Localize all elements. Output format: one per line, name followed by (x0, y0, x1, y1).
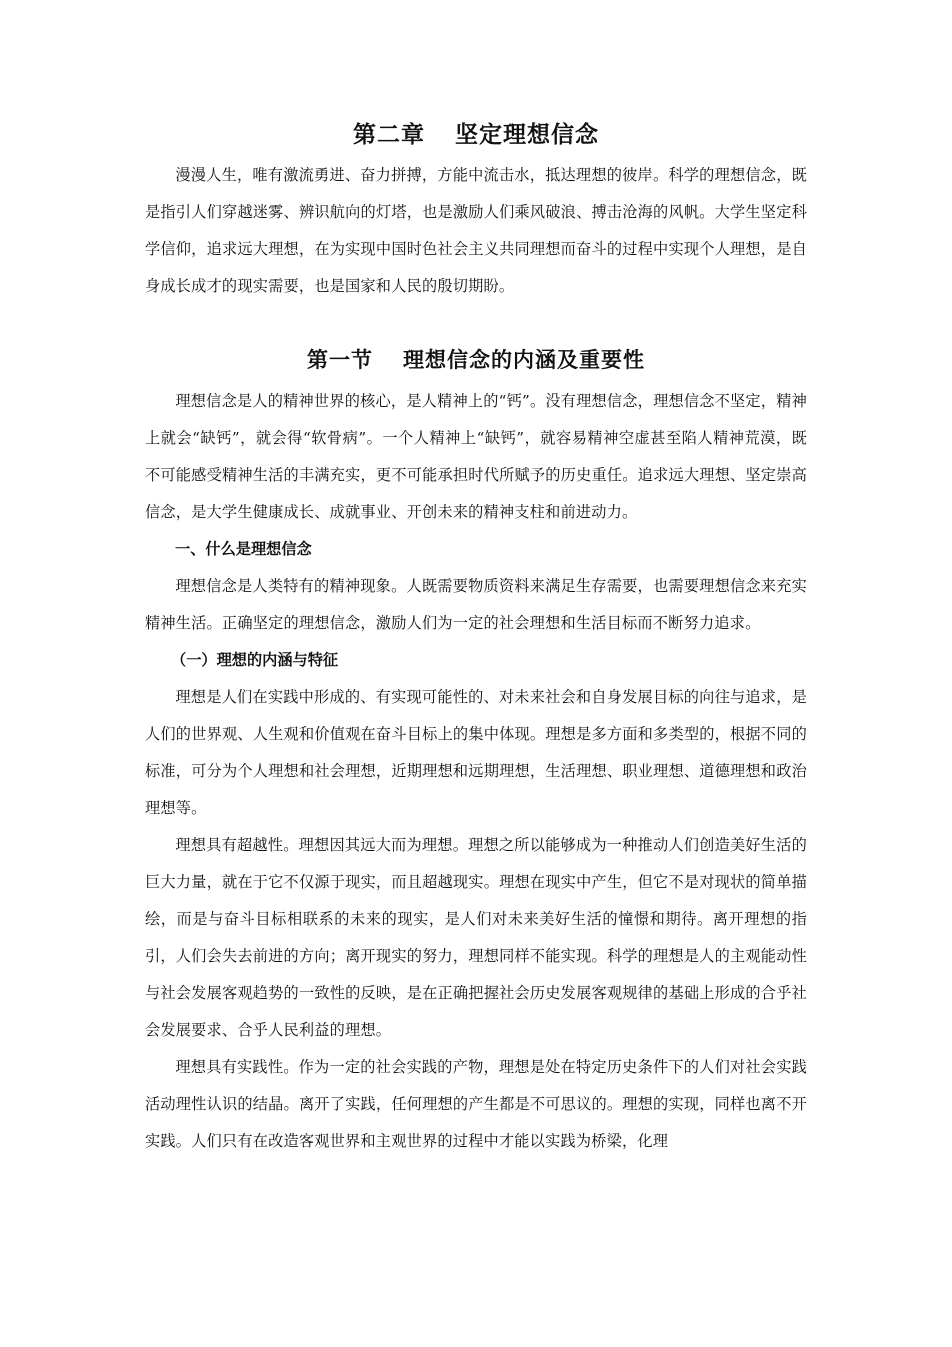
section-title (145, 345, 807, 375)
subsection-1-paragraph: 理想信念是人类特有的精神现象。人既需要物质资料来满足生存需要，也需要理想信念来充实精神生活。正确坚定的理想信念，激励人们为一定的社会理想和生活目标而不断努力追求。 (145, 577, 807, 632)
ideal-practice-paragraph: 理想具有实践性。作为一定的社会实践的产物，理想是处在特定历史条件下的人们对社会实践活动理性认识的结晶。离开了实践，任何理想的产生都是不可思议的。理想的实现，同样也离不开实践。人们只有在改造客观世界和主观世界的过程中才能以实践为桥梁，化理 (145, 1058, 807, 1150)
section-intro-paragraph: 理想信念是人的精神世界的核心，是人精神上的“钙”。没有理想信念，理想信念不坚定，精神上就会“缺钙”，就会得“软骨病”。一个人精神上“缺钙”，就容易精神空虚甚至陷人精神荒漠，既不可能感受精神生活的丰满充实，更不可能承担时代所赋予的历史重任。追求远大理想、坚定崇高信念，是大学生健康成长、成就事业、开创未来的精神支柱和前进动力。 (145, 392, 807, 521)
chapter-number: 第二章 (353, 121, 425, 148)
chapter-title-text: 坚定理想信念 (455, 121, 599, 148)
section-number: 第一节 (307, 347, 373, 372)
ideal-definition-paragraph: 理想是人们在实践中形成的、有实现可能性的、对未来社会和自身发展目标的向往与追求，是人们的世界观、人生观和价值观在奋斗目标上的集中体现。理想是多方面和多类型的，根据不同的标准，可分为个人理想和社会理想，近期理想和远期理想，生活理想、职业理想、道德理想和政治理想等。 (145, 688, 807, 817)
subsection-heading-2: （一）理想的内涵与特征 (171, 651, 339, 669)
section-title-text: 理想信念的内涵及重要性 (403, 347, 645, 372)
chapter-intro-paragraph: 漫漫人生，唯有激流勇进、奋力拼搏，方能中流击水，抵达理想的彼岸。科学的理想信念，既是指引人们穿越迷雾、辨识航向的灯塔，也是激励人们乘风破浪、搏击沧海的风帆。大学生坚定科学信仰，追求远大理想，在为实现中国时色社会主义共同理想而奋斗的过程中实现个人理想，是自身成长成才的现实需要，也是国家和人民的殷切期盼。 (145, 166, 807, 295)
chapter-title (145, 120, 807, 150)
ideal-transcendence-paragraph: 理想具有超越性。理想因其远大而为理想。理想之所以能够成为一种推动人们创造美好生活的巨大力量，就在于它不仅源于现实，而且超越现实。理想在现实中产生，但它不是对现状的简单描绘，而是与奋斗目标相联系的未来的现实，是人们对未来美好生活的憧憬和期待。离开理想的指引，人们会失去前进的方向；离开现实的努力，理想同样不能实现。科学的理想是人的主观能动性与社会发展客观趋势的一致性的反映，是在正确把握社会历史发展客观规律的基础上形成的合乎社会发展要求、合乎人民利益的理想。 (145, 836, 807, 1039)
subsection-heading-1: 一、什么是理想信念 (175, 540, 312, 558)
